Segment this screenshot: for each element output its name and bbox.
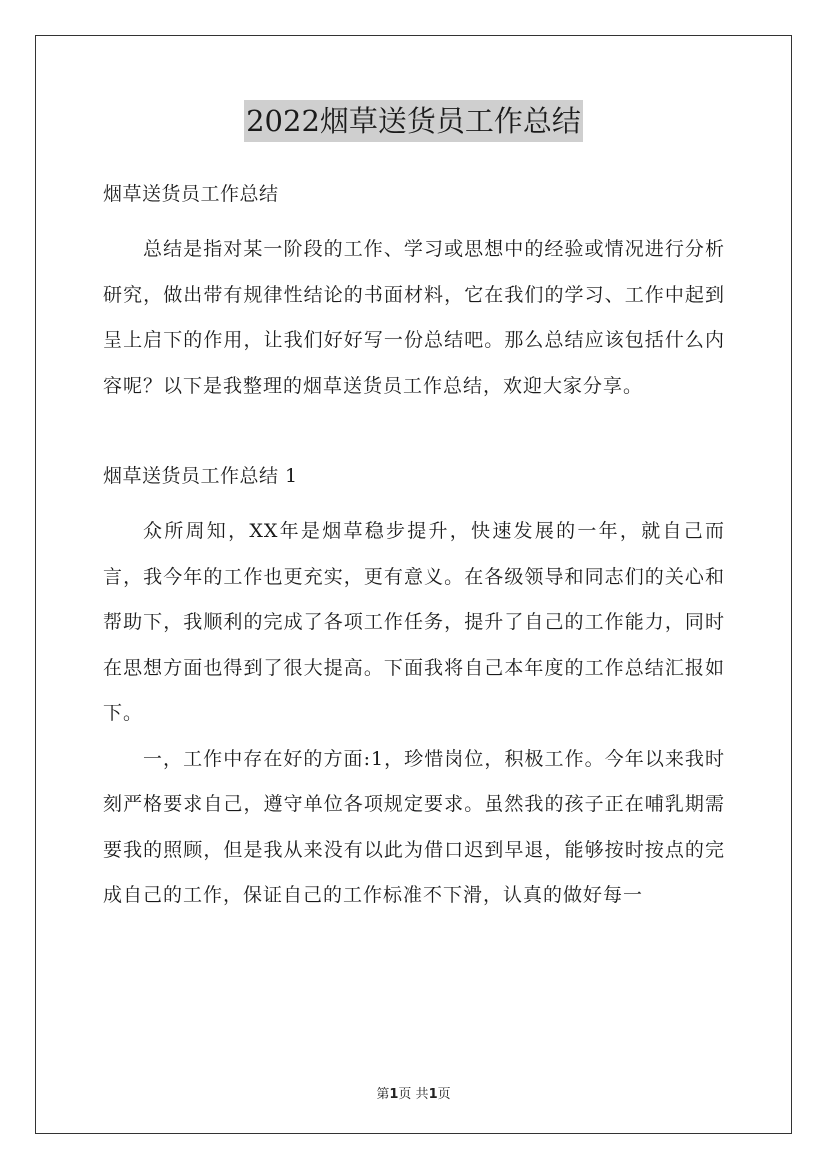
document-title: 2022烟草送货员工作总结	[244, 100, 583, 142]
footer-prefix: 第	[376, 1087, 390, 1102]
body-paragraph-2: 一，工作中存在好的方面:1，珍惜岗位，积极工作。今年以来我时刻严格要求自己，遵守单位各项规定要求。虽然我的孩子正在哺乳期需要我的照顾，但是我从来没有以此为借口迟到早退，能够按时按点的完成自己的工作，保证自己的工作标准不下滑，认真的做好每一	[103, 747, 725, 906]
footer-mid: 页 共	[398, 1087, 429, 1102]
body-paragraph-1: 众所周知，XX年是烟草稳步提升，快速发展的一年，就自己而言，我今年的工作也更充实，更有意义。在各级领导和同志们的关心和帮助下，我顺利的完成了各项工作任务，提升了自己的工作能力，同时在思想方面也得到了很大提高。下面我将自己本年度的工作总结汇报如下。	[103, 520, 725, 724]
footer-page-total: 1	[428, 1087, 438, 1102]
section-heading: 烟草送货员工作总结 1	[103, 465, 298, 487]
footer-page-current: 1	[389, 1087, 399, 1102]
document-body	[103, 172, 725, 919]
title-container	[0, 100, 827, 142]
page-footer	[0, 1083, 827, 1102]
intro-paragraph: 总结是指对某一阶段的工作、学习或思想中的经验或情况进行分析研究，做出带有规律性结论的书面材料，它在我们的学习、工作中起到呈上启下的作用，让我们好好写一份总结吧。那么总结应该包括什么内容呢？以下是我整理的烟草送货员工作总结，欢迎大家分享。	[103, 238, 725, 397]
footer-suffix: 页	[437, 1087, 451, 1102]
document-subtitle: 烟草送货员工作总结	[103, 183, 279, 205]
